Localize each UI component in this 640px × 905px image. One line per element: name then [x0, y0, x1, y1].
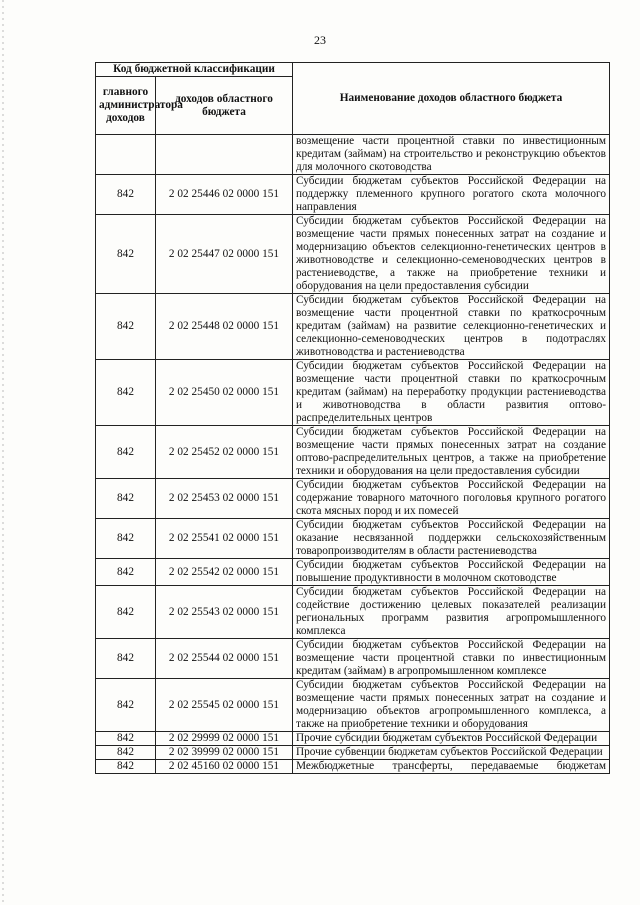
table-row — [96, 639, 610, 679]
revenue-name-cell: Субсидии бюджетам субъектов Российской Федерации на поддержку племенного крупного рогатого скота молочного направления — [293, 175, 610, 215]
budget-classification-table — [95, 62, 610, 774]
revenue-code-cell: 2 02 39999 02 0000 151 — [156, 746, 293, 760]
revenue-name-cell: Субсидии бюджетам субъектов Российской Федерации на возмещение части процентной ставки по краткосрочным кредитам (займам) на переработку продукции растениеводства и животноводства в области развития оптово-распределительных центров — [293, 360, 610, 426]
table-header-row — [96, 63, 610, 77]
empty-cell — [156, 135, 293, 175]
revenue-code-cell: 2 02 25543 02 0000 151 — [156, 586, 293, 639]
admin-code-cell: 842 — [96, 479, 156, 519]
scan-margin-edge — [2, 0, 4, 905]
revenue-name-cell: Субсидии бюджетам субъектов Российской Федерации на возмещение части процентной ставки по инвестиционным кредитам (займам) в агропромышленном комплексе — [293, 639, 610, 679]
revenue-name-cell: Межбюджетные трансферты, передаваемые бюджетам — [293, 760, 610, 774]
table-row — [96, 746, 610, 760]
revenue-name-cell: Субсидии бюджетам субъектов Российской Федерации на возмещение части прямых понесенных затрат на создание оптово-распределительных центров, а также на приобретение техники и оборудования на цели предоставления субсидии — [293, 426, 610, 479]
continuation-text: возмещение части процентной ставки по инвестиционным кредитам (займам) на строительство и реконструкцию объектов для молочного скотоводства — [293, 135, 610, 175]
table-row — [96, 294, 610, 360]
revenue-code-cell: 2 02 29999 02 0000 151 — [156, 732, 293, 746]
revenue-code-cell: 2 02 25448 02 0000 151 — [156, 294, 293, 360]
admin-code-cell: 842 — [96, 746, 156, 760]
revenue-name-cell: Субсидии бюджетам субъектов Российской Федерации на содействие достижению целевых показателей реализации региональных программ развития агропромышленного комплекса — [293, 586, 610, 639]
revenue-code-cell: 2 02 25542 02 0000 151 — [156, 559, 293, 586]
header-admin-column: главного администратора доходов — [96, 77, 156, 135]
revenue-code-cell: 2 02 25450 02 0000 151 — [156, 360, 293, 426]
admin-code-cell: 842 — [96, 732, 156, 746]
revenue-name-cell: Субсидии бюджетам субъектов Российской Федерации на содержание товарного маточного поголовья крупного рогатого скота мясных пород и их помесей — [293, 479, 610, 519]
admin-code-cell: 842 — [96, 559, 156, 586]
admin-code-cell: 842 — [96, 679, 156, 732]
table-row — [96, 586, 610, 639]
revenue-name-cell: Субсидии бюджетам субъектов Российской Федерации на оказание несвязанной поддержки сельскохозяйственным товаропроизводителям в области растениеводства — [293, 519, 610, 559]
admin-code-cell: 842 — [96, 360, 156, 426]
header-group-label: Код бюджетной классификации — [96, 63, 293, 77]
header-name-column: Наименование доходов областного бюджета — [293, 63, 610, 135]
admin-code-cell: 842 — [96, 639, 156, 679]
table-row — [96, 760, 610, 774]
table-row — [96, 215, 610, 294]
table-row — [96, 175, 610, 215]
continuation-row — [96, 135, 610, 175]
table-row — [96, 360, 610, 426]
revenue-code-cell: 2 02 25447 02 0000 151 — [156, 215, 293, 294]
revenue-code-cell: 2 02 45160 02 0000 151 — [156, 760, 293, 774]
revenue-name-cell: Прочие субсидии бюджетам субъектов Российской Федерации — [293, 732, 610, 746]
revenue-name-cell: Прочие субвенции бюджетам субъектов Российской Федерации — [293, 746, 610, 760]
admin-code-cell: 842 — [96, 519, 156, 559]
table-row — [96, 479, 610, 519]
revenue-name-cell: Субсидии бюджетам субъектов Российской Федерации на повышение продуктивности в молочном скотоводстве — [293, 559, 610, 586]
table-row — [96, 426, 610, 479]
admin-code-cell: 842 — [96, 760, 156, 774]
empty-cell — [96, 135, 156, 175]
admin-code-cell: 842 — [96, 294, 156, 360]
revenue-code-cell: 2 02 25544 02 0000 151 — [156, 639, 293, 679]
admin-code-cell: 842 — [96, 586, 156, 639]
admin-code-cell: 842 — [96, 426, 156, 479]
table-row — [96, 519, 610, 559]
revenue-name-cell: Субсидии бюджетам субъектов Российской Федерации на возмещение части прямых понесенных затрат на создание и модернизацию объектов селекционно-генетических центров в животноводстве и селекционно-семеноводческих центров в растениеводстве, а также на приобретение техники и оборудования на цели предоставления субсидии — [293, 215, 610, 294]
revenue-code-cell: 2 02 25453 02 0000 151 — [156, 479, 293, 519]
admin-code-cell: 842 — [96, 215, 156, 294]
revenue-code-cell: 2 02 25541 02 0000 151 — [156, 519, 293, 559]
revenue-code-cell: 2 02 25446 02 0000 151 — [156, 175, 293, 215]
table-row — [96, 679, 610, 732]
admin-code-cell: 842 — [96, 175, 156, 215]
revenue-code-cell: 2 02 25452 02 0000 151 — [156, 426, 293, 479]
revenue-name-cell: Субсидии бюджетам субъектов Российской Федерации на возмещение части прямых понесенных затрат на создание и модернизацию объектов агропромышленного комплекса, а также на приобретение техники и оборудования — [293, 679, 610, 732]
table-row — [96, 559, 610, 586]
revenue-name-cell: Субсидии бюджетам субъектов Российской Федерации на возмещение части процентной ставки по краткосрочным кредитам (займам) на развитие селекционно-генетических и селекционно-семеноводческих центров в подотраслях животноводства и растениеводства — [293, 294, 610, 360]
table-body — [96, 175, 610, 774]
header-code-column: доходов областного бюджета — [156, 77, 293, 135]
page-number: 23 — [314, 33, 326, 47]
revenue-code-cell: 2 02 25545 02 0000 151 — [156, 679, 293, 732]
table-row — [96, 732, 610, 746]
